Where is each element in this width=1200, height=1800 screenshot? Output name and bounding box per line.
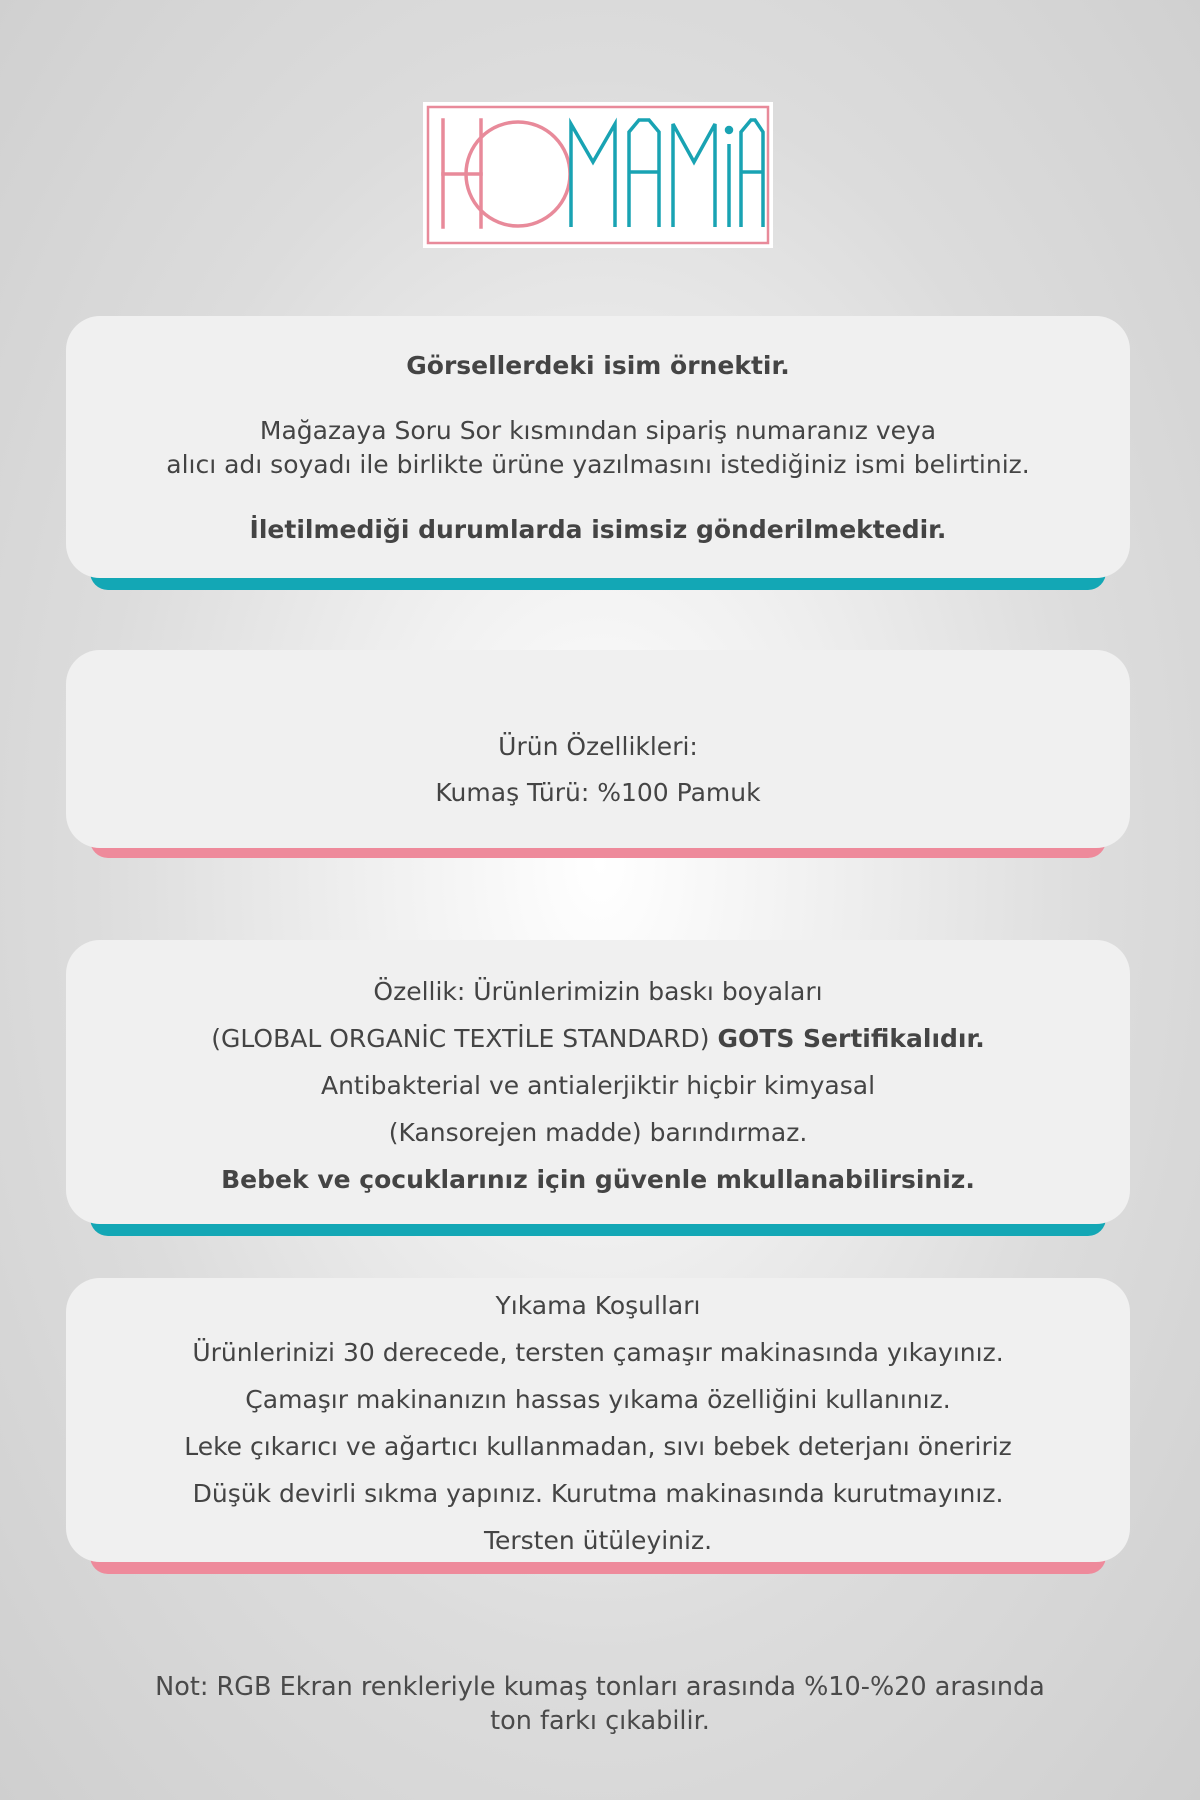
card-emphasis: İletilmediği durumlarda isimsiz gönderilmektedir. (249, 515, 947, 544)
card-body (66, 316, 1130, 578)
card-text: Düşük devirli sıkma yapınız. Kurutma makinasında kurutmayınız. (192, 1479, 1004, 1508)
info-card-features (66, 650, 1130, 860)
card-text: Mağazaya Soru Sor kısmından sipariş numaranız veya (259, 416, 937, 445)
card-heading: Görsellerdeki isim örnektir. (406, 351, 790, 380)
brand-logo (423, 102, 773, 248)
note-line: ton farkı çıkabilir. (490, 1706, 710, 1736)
card-text: (Kansorejen madde) barındırmaz. (388, 1118, 808, 1147)
card-text: Antibakterial ve antialerjiktir hiçbir kimyasal (320, 1071, 876, 1100)
card-emphasis: Bebek ve çocuklarınız için güvenle mkullanabilirsiniz. (221, 1165, 975, 1194)
card-body (66, 1278, 1130, 1562)
info-card-washing (66, 1278, 1130, 1574)
color-disclaimer-note (0, 1670, 1200, 1738)
note-line: Not: RGB Ekran renkleriyle kumaş tonları arasında %10-%20 arasında (155, 1672, 1045, 1702)
card-body (66, 940, 1130, 1224)
card-text: Özellik: Ürünlerimizin baskı boyaları (373, 977, 823, 1006)
card-text: Kumaş Türü: %100 Pamuk (435, 778, 761, 807)
info-card-certification (66, 940, 1130, 1236)
standard-text: (GLOBAL ORGANİC TEXTİLE STANDARD) (211, 1024, 718, 1053)
homamia-logo-graphic (423, 102, 773, 248)
card-heading: Ürün Özellikleri: (498, 732, 698, 761)
card-text: Ürünlerinizi 30 derecede, tersten çamaşır makinasında yıkayınız. (192, 1338, 1004, 1367)
card-text (66, 1015, 1130, 1062)
gots-badge-text: GOTS Sertifikalıdır. (717, 1024, 985, 1053)
card-text: Leke çıkarıcı ve ağartıcı kullanmadan, sıvı bebek deterjanı öneririz (184, 1432, 1012, 1461)
card-text: Tersten ütüleyiniz. (483, 1526, 713, 1555)
card-text: Çamaşır makinanızın hassas yıkama özelliğini kullanınız. (245, 1385, 951, 1414)
card-body (66, 650, 1130, 848)
card-text: alıcı adı soyadı ile birlikte ürüne yazılmasını istediğiniz ismi belirtiniz. (166, 450, 1030, 479)
info-card-name (66, 316, 1130, 590)
card-heading: Yıkama Koşulları (495, 1291, 701, 1320)
